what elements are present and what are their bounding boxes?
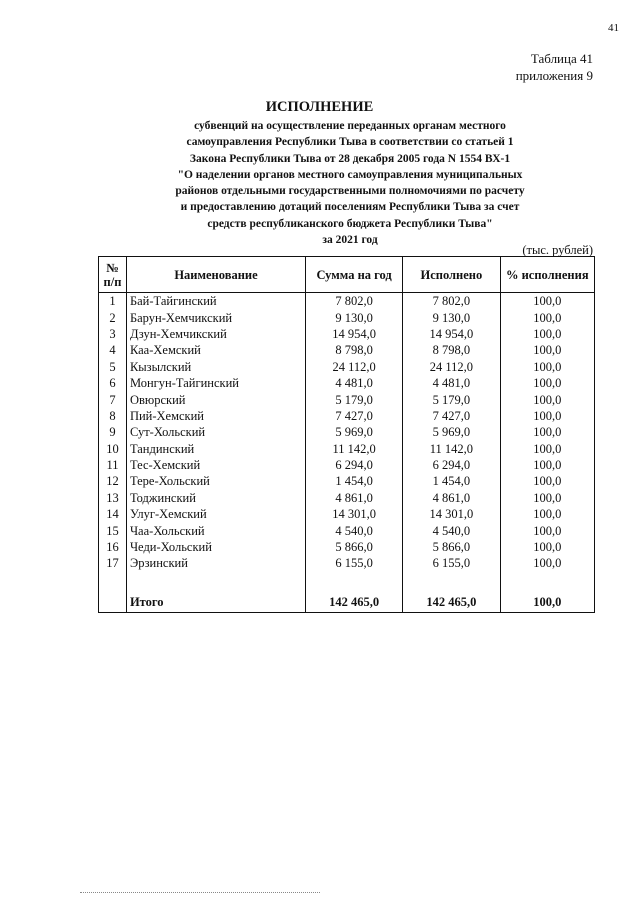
district-name: Эрзинский	[126, 555, 305, 571]
executed-sum: 5 969,0	[403, 424, 500, 440]
annual-sum: 9 130,0	[306, 309, 403, 325]
execution-percent: 100,0	[500, 473, 594, 489]
execution-percent: 100,0	[500, 506, 594, 522]
annual-sum: 7 427,0	[306, 408, 403, 424]
annual-sum: 5 969,0	[306, 424, 403, 440]
total-row	[99, 572, 595, 613]
subtitle-line: за 2021 год	[322, 234, 378, 247]
executed-sum: 9 130,0	[403, 309, 500, 325]
annual-sum: 14 301,0	[306, 506, 403, 522]
execution-percent: 100,0	[500, 408, 594, 424]
table-row	[99, 359, 595, 375]
executed-sum: 11 142,0	[403, 441, 500, 457]
table-row	[99, 457, 595, 473]
execution-percent: 100,0	[500, 441, 594, 457]
annual-sum: 4 481,0	[306, 375, 403, 391]
header-name: Наименование	[126, 257, 305, 293]
execution-percent: 100,0	[500, 424, 594, 440]
executed-sum: 4 861,0	[403, 490, 500, 506]
row-number: 14	[99, 506, 127, 522]
row-number: 15	[99, 522, 127, 538]
executed-sum: 24 112,0	[403, 359, 500, 375]
table-body	[99, 293, 595, 613]
annual-sum: 4 540,0	[306, 522, 403, 538]
execution-percent: 100,0	[500, 359, 594, 375]
execution-percent: 100,0	[500, 293, 594, 310]
annual-sum: 6 155,0	[306, 555, 403, 571]
total-number-cell	[99, 572, 127, 613]
execution-percent: 100,0	[500, 309, 594, 325]
table-row	[99, 424, 595, 440]
district-name: Бай-Тайгинский	[126, 293, 305, 310]
executed-sum: 5 866,0	[403, 539, 500, 555]
district-name: Тоджинский	[126, 490, 305, 506]
table-row	[99, 539, 595, 555]
table-row	[99, 391, 595, 407]
annual-sum: 14 954,0	[306, 326, 403, 342]
executed-sum: 5 179,0	[403, 391, 500, 407]
row-number: 7	[99, 391, 127, 407]
header-percent: % исполнения	[500, 257, 594, 293]
row-number: 5	[99, 359, 127, 375]
document-title: ИСПОЛНЕНИЕ	[265, 99, 374, 115]
subtitle-line: районов отдельными государственными полномочиями по расчету	[175, 185, 525, 198]
row-number: 17	[99, 555, 127, 571]
page-number: 41	[608, 22, 619, 34]
row-number: 2	[99, 309, 127, 325]
district-name: Тандинский	[126, 441, 305, 457]
table-reference	[516, 50, 593, 84]
annual-sum: 1 454,0	[306, 473, 403, 489]
subtitle-line: субвенций на осуществление переданных органам местного	[194, 120, 506, 132]
district-name: Монгун-Тайгинский	[126, 375, 305, 391]
executed-sum: 1 454,0	[403, 473, 500, 489]
annual-sum: 11 142,0	[306, 441, 403, 457]
table-row	[99, 408, 595, 424]
row-number: 10	[99, 441, 127, 457]
subtitle-line: средств республиканского бюджета Республики Тыва"	[207, 217, 493, 230]
subtitle-line: самоуправления Республики Тыва в соответствии со статьей 1	[186, 136, 514, 149]
subtitle-line: и предоставлению дотаций поселениям Республики Тыва за счет	[180, 201, 520, 214]
document-subtitle	[130, 118, 570, 248]
table-ref-line2: приложения 9	[515, 68, 593, 83]
table-row	[99, 522, 595, 538]
footer-divider	[80, 892, 320, 893]
execution-percent: 100,0	[500, 490, 594, 506]
row-number: 12	[99, 473, 127, 489]
units-label: (тыс. рублей)	[522, 243, 593, 257]
subtitle-line: "О наделении органов местного самоуправления муниципальных	[177, 168, 523, 181]
execution-percent: 100,0	[500, 539, 594, 555]
table-row	[99, 555, 595, 571]
table-header-row	[99, 257, 595, 293]
table-row	[99, 342, 595, 358]
total-label: Итого	[126, 572, 305, 613]
table-row	[99, 293, 595, 310]
executed-sum: 7 802,0	[403, 293, 500, 310]
total-percent: 100,0	[500, 572, 594, 613]
header-sum: Сумма на год	[306, 257, 403, 293]
district-name: Кызылский	[126, 359, 305, 375]
district-name: Барун-Хемчикский	[126, 309, 305, 325]
executed-sum: 4 481,0	[403, 375, 500, 391]
execution-percent: 100,0	[500, 375, 594, 391]
district-name: Чеди-Хольский	[126, 539, 305, 555]
table-row	[99, 326, 595, 342]
execution-percent: 100,0	[500, 555, 594, 571]
total-sum: 142 465,0	[306, 572, 403, 613]
table-row	[99, 473, 595, 489]
table-row	[99, 441, 595, 457]
execution-percent: 100,0	[500, 391, 594, 407]
row-number: 3	[99, 326, 127, 342]
row-number: 11	[99, 457, 127, 473]
table-row	[99, 506, 595, 522]
annual-sum: 6 294,0	[306, 457, 403, 473]
executed-sum: 6 155,0	[403, 555, 500, 571]
table-row	[99, 309, 595, 325]
table-row	[99, 375, 595, 391]
execution-table	[98, 256, 595, 613]
executed-sum: 6 294,0	[403, 457, 500, 473]
header-number: № п/п	[99, 257, 127, 293]
row-number: 8	[99, 408, 127, 424]
annual-sum: 5 179,0	[306, 391, 403, 407]
executed-sum: 14 954,0	[403, 326, 500, 342]
district-name: Чаа-Хольский	[126, 522, 305, 538]
district-name: Пий-Хемский	[126, 408, 305, 424]
execution-percent: 100,0	[500, 457, 594, 473]
row-number: 9	[99, 424, 127, 440]
annual-sum: 4 861,0	[306, 490, 403, 506]
total-executed: 142 465,0	[403, 572, 500, 613]
execution-percent: 100,0	[500, 522, 594, 538]
annual-sum: 5 866,0	[306, 539, 403, 555]
table-row	[99, 490, 595, 506]
executed-sum: 7 427,0	[403, 408, 500, 424]
row-number: 16	[99, 539, 127, 555]
execution-percent: 100,0	[500, 326, 594, 342]
district-name: Тес-Хемский	[126, 457, 305, 473]
executed-sum: 8 798,0	[403, 342, 500, 358]
district-name: Улуг-Хемский	[126, 506, 305, 522]
annual-sum: 8 798,0	[306, 342, 403, 358]
execution-percent: 100,0	[500, 342, 594, 358]
subtitle-line: Закона Республики Тыва от 28 декабря 2005 года N 1554 ВХ-1	[189, 152, 511, 165]
district-name: Дзун-Хемчикский	[126, 326, 305, 342]
row-number: 13	[99, 490, 127, 506]
row-number: 4	[99, 342, 127, 358]
district-name: Сут-Хольский	[126, 424, 305, 440]
executed-sum: 4 540,0	[403, 522, 500, 538]
district-name: Тере-Хольский	[126, 473, 305, 489]
row-number: 6	[99, 375, 127, 391]
table-ref-line1: Таблица 41	[530, 51, 593, 66]
executed-sum: 14 301,0	[403, 506, 500, 522]
annual-sum: 24 112,0	[306, 359, 403, 375]
annual-sum: 7 802,0	[306, 293, 403, 310]
district-name: Овюрский	[126, 391, 305, 407]
header-executed: Исполнено	[403, 257, 500, 293]
district-name: Каа-Хемский	[126, 342, 305, 358]
row-number: 1	[99, 293, 127, 310]
